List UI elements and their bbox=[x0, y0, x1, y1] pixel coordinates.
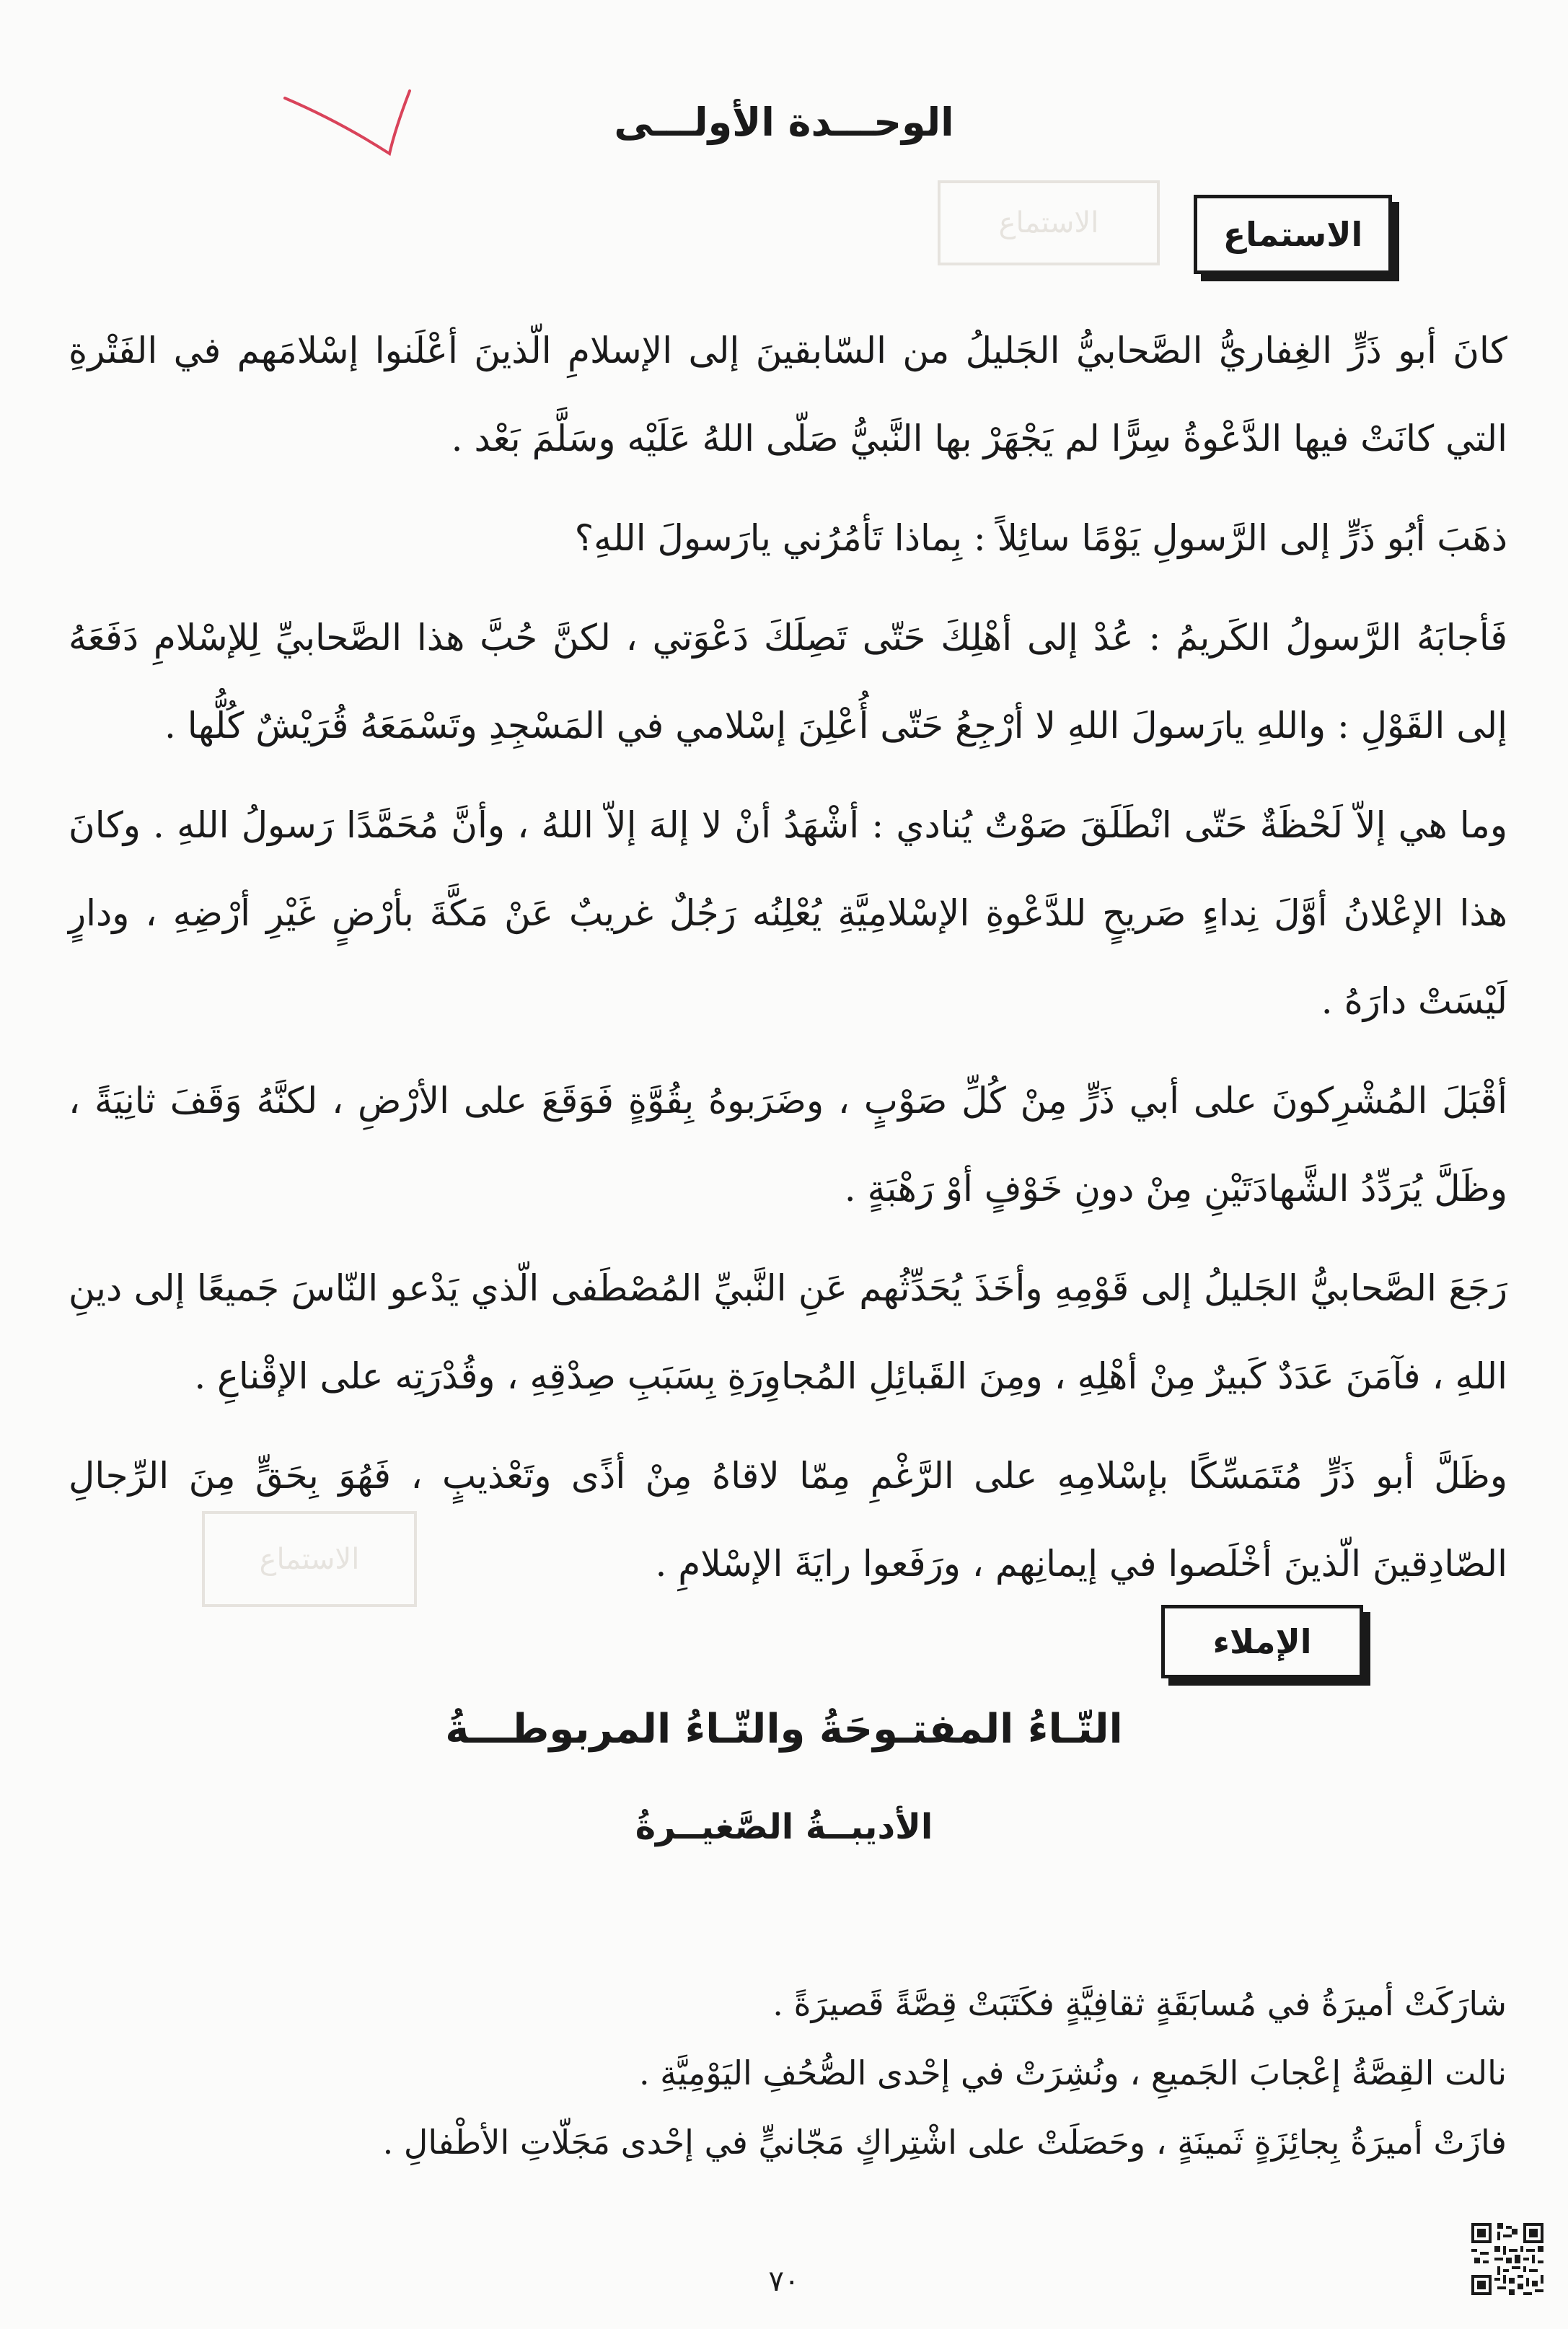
story-title: الأديبــةُ الصَّغيــرةُ bbox=[635, 1807, 933, 1847]
bleed-through-box bbox=[202, 1511, 417, 1607]
listening-section-label bbox=[1194, 195, 1392, 274]
bleed-through-label: الاستماع bbox=[998, 206, 1099, 239]
listening-label-text: الاستماع bbox=[1223, 215, 1363, 254]
paragraph: أقْبَلَ المُشْرِكونَ على أبي ذَرٍّ مِنْ كُلِّ صَوْبٍ ، وضَرَبوهُ بِقُوَّةٍ فَوَقَعَ على الأرْضِ ، لكنَّهُ وَقَفَ ثانِيَةً ، وظَلَّ يُرَدِّدُ الشَّهادَتَيْنِ مِنْ دونِ خَوْفٍ أوْ رَهْبَةٍ . bbox=[69, 1080, 1507, 1210]
story-line: نالت القِصَّةُ إعْجابَ الجَميعِ ، ونُشِرَتْ في إحْدى الصُّحُفِ اليَوْمِيَّةِ . bbox=[638, 2053, 1507, 2092]
paragraph: وظَلَّ أبو ذَرٍّ مُتَمَسِّكًا بإسْلامِهِ على الرَّغْمِ مِمّا لاقاهُ مِنْ أذًى وتَعْذيبٍ ، فَهُوَ بِحَقٍّ مِنَ الرِّجالِ الصّادِقينَ الّذينَ أخْلَصوا في إيمانِهم ، ورَفَعوا رايَةَ الإسْلامِ . bbox=[69, 1455, 1507, 1585]
bleed-through-box bbox=[938, 180, 1160, 265]
paragraph: كانَ أبو ذَرٍّ الغِفاريُّ الصَّحابيُّ الجَليلُ من السّابقينَ إلى الإسلامِ الّذينَ أعْلَنوا إسْلامَهم في الفَتْرةِ التي كانَتْ فيها الدَّعْوةُ سِرًّا لم يَجْهَرْ بها النَّبيُّ صَلّى اللهُ عَلَيْه وسَلَّمَ بَعْد . bbox=[69, 330, 1507, 459]
story-text bbox=[353, 1969, 1507, 2177]
page-number: ٧٠ bbox=[768, 2265, 800, 2298]
dictation-label-text: الإملاء bbox=[1212, 1622, 1312, 1661]
qr-code-icon[interactable] bbox=[1471, 2223, 1543, 2295]
paragraph: وما هي إلاّ لَحْظَةٌ حَتّى انْطَلَقَ صَوْتٌ يُنادي : أشْهَدُ أنْ لا إلهَ إلاّ اللهُ ، وأنَّ مُحَمَّدًا رَسولُ اللهِ . وكانَ هذا الإعْلانُ أوَّلَ نِداءٍ صَريحٍ للدَّعْوةِ الإسْلامِيَّةِ يُعْلِنُه رَجُلٌ غريبٌ عَنْ مَكَّةَ بأرْضٍ غَيْرِ أرْضِهِ ، ودارٍ لَيْسَتْ دارَهُ . bbox=[69, 804, 1507, 1022]
dictation-section-label bbox=[1161, 1605, 1363, 1678]
paragraph: ذهَبَ أبُو ذَرٍّ إلى الرَّسولِ يَوْمًا سائِلاً : بِماذا تَأمُرُني يارَسولَ اللهِ؟ bbox=[574, 517, 1507, 559]
paragraph: رَجَعَ الصَّحابيُّ الجَليلُ إلى قَوْمِهِ وأخَذَ يُحَدِّثُهم عَنِ النَّبيِّ المُصْطَفى الّذي يَدْعو النّاسَ جَميعًا إلى دينِ اللهِ ، فآمَنَ عَدَدٌ كَبيرٌ مِنْ أهْلِهِ ، ومِنَ القَبائِلِ المُجاوِرَةِ بِسَبَبِ صِدْقِهِ ، وقُدْرَتِه على الإقْناعِ . bbox=[69, 1267, 1507, 1397]
listening-text bbox=[69, 307, 1507, 1619]
bleed-through-label: الاستماع bbox=[259, 1542, 360, 1576]
unit-title: الوحـــدة الأولـــى bbox=[614, 100, 954, 145]
paragraph: فَأجابَهُ الرَّسولُ الكَريمُ : عُدْ إلى أهْلِكَ حَتّى تَصِلَكَ دَعْوَتي ، لكنَّ حُبَّ هذا الصَّحابيِّ لِلإسْلامِ دَفَعَهُ إلى القَوْلِ : واللهِ يارَسولَ اللهِ لا أرْجِعُ حَتّى أُعْلِنَ إسْلامي في المَسْجِدِ وتَسْمَعَهُ قُرَيْشٌ كُلُّها . bbox=[69, 617, 1507, 747]
lesson-title: التّـاءُ المفتـوحَةُ والتّـاءُ المربوطـــةُ bbox=[445, 1706, 1123, 1753]
story-line: شارَكَتْ أميرَةُ في مُسابَقَةٍ ثقافِيَّةٍ فكَتَبَتْ قِصَّةً قَصيرَةً . bbox=[772, 1984, 1507, 2023]
story-line: فازَتْ أميرَةُ بِجائِزَةٍ ثَمينَةٍ ، وحَصَلَتْ على اشْتِراكٍ مَجّانيٍّ في إحْدى مَجَلّاتِ الأطْفالِ . bbox=[382, 2123, 1507, 2162]
